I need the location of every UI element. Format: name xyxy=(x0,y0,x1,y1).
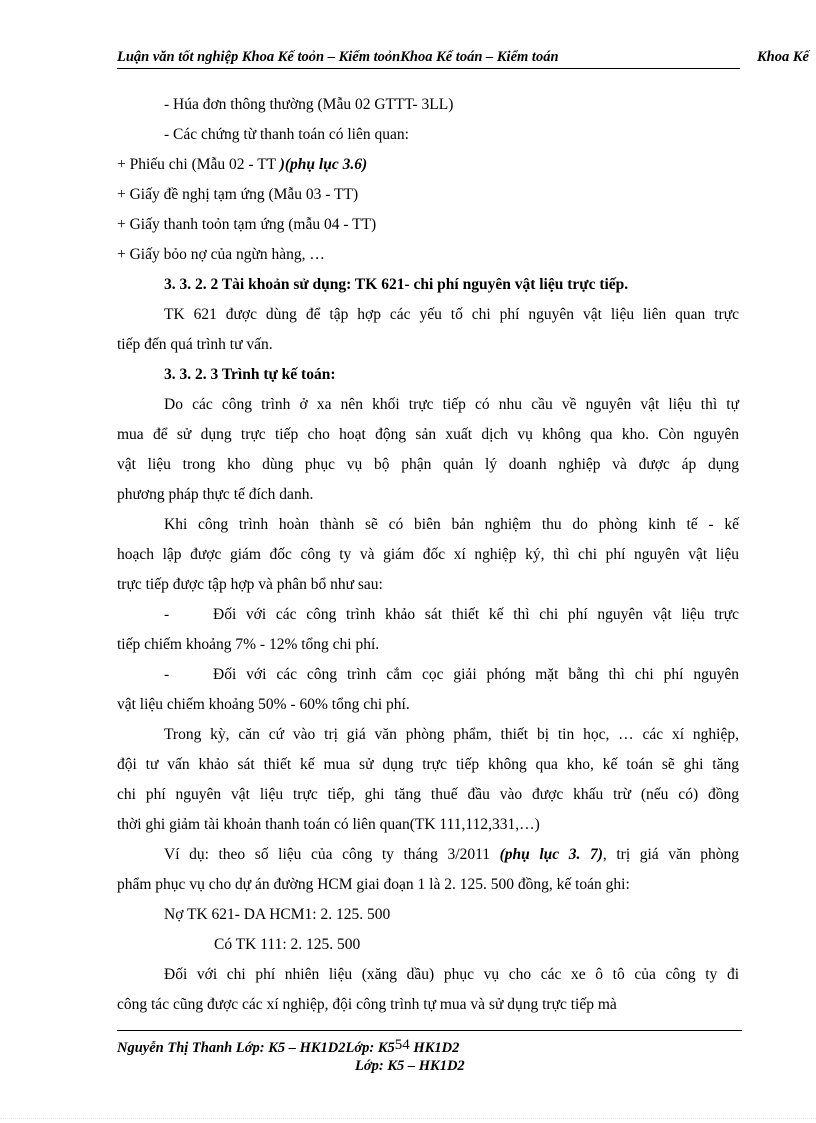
running-header-left: Luận văn tốt nghiệp Khoa Kế toỏn – Kiểm toỏnKhoa Kế toán – Kiểm toán xyxy=(117,49,559,65)
body-line: đội tư vấn khảo sát thiết kế mua sử dụng trực tiếp không qua kho, kế toán sẽ ghi tăng xyxy=(117,756,739,773)
footer-line xyxy=(117,1037,460,1057)
footer-line-2: Lớp: K5 – HK1D2 xyxy=(355,1058,465,1074)
body-text: , trị giá văn phòng xyxy=(602,846,740,863)
body-line: Đối với các công trình cắm cọc giải phóng mặt bằng thì chi phí nguyên xyxy=(213,666,739,683)
section-heading: 3. 3. 2. 3 Trình tự kế toán: xyxy=(164,366,336,383)
body-line: công tác cũng được các xí nghiệp, đội công trình tự mua và sử dụng trực tiếp mà xyxy=(117,996,617,1013)
body-line: mua để sử dụng trực tiếp cho hoạt động sản xuất dịch vụ không qua kho. Còn nguyên xyxy=(117,426,739,443)
body-line: chi phí nguyên vật liệu trực tiếp, ghi tăng thuế đầu vào được khấu trừ (nếu có) đồng xyxy=(117,786,739,803)
body-line: tiếp đến quá trình tư vấn. xyxy=(117,336,273,353)
appendix-reference: )(phụ lục 3.6) xyxy=(279,156,368,173)
footer-rule xyxy=(117,1030,742,1031)
body-line xyxy=(117,846,739,864)
body-text: Ví dụ: theo số liệu của công ty tháng 3/2011 xyxy=(164,846,500,863)
body-line: hoạch lập được giám đốc công ty và giám đốc xí nghiệp ký, thì chi phí nguyên vật liệu xyxy=(117,546,739,563)
body-line: + Giấy bỏo nợ của ngừn hàng, … xyxy=(117,246,325,263)
body-line: TK 621 được dùng để tập hợp các yếu tố chi phí nguyên vật liệu liên quan trực xyxy=(164,306,739,323)
body-line: - Húa đơn thông thường (Mẫu 02 GTTT- 3LL) xyxy=(164,96,454,113)
running-header-right: Khoa Kế xyxy=(757,49,809,65)
section-heading: 3. 3. 2. 2 Tài khoản sử dụng: TK 621- chi phí nguyên vật liệu trực tiếp. xyxy=(164,276,629,293)
journal-entry-credit: Có TK 111: 2. 125. 500 xyxy=(214,936,361,953)
body-line: Đối với các công trình khảo sát thiết kế thì chi phí nguyên vật liệu trực xyxy=(213,606,739,623)
header-rule xyxy=(117,68,740,69)
list-dash: - xyxy=(164,606,170,623)
body-text: + Phiếu chi (Mẫu 02 - TT xyxy=(117,156,280,173)
body-line: Khi công trình hoàn thành sẽ có biên bản nghiệm thu do phòng kinh tế - kế xyxy=(164,516,739,533)
body-line: phương pháp thực tế đích danh. xyxy=(117,486,314,503)
appendix-reference: (phụ lục 3. 7) xyxy=(499,846,603,863)
body-line: Trong kỳ, căn cứ vào trị giá văn phòng phẩm, thiết bị tin học, … các xí nghiệp, xyxy=(164,726,739,743)
footer-class: HK1D2 xyxy=(409,1040,460,1056)
body-line: + Giấy thanh toỏn tạm ứng (mẫu 04 - TT) xyxy=(117,216,377,233)
body-line: tiếp chiếm khoảng 7% - 12% tổng chi phí. xyxy=(117,636,380,653)
body-line: + Giấy đề nghị tạm ứng (Mẫu 03 - TT) xyxy=(117,186,359,203)
body-line xyxy=(117,156,739,174)
body-line: - Các chứng từ thanh toán có liên quan: xyxy=(164,126,409,143)
body-line: Do các công trình ở xa nên khối trực tiếp có nhu cầu về nguyên vật liệu thì tự xyxy=(164,396,739,413)
body-line: thời ghi giảm tài khoản thanh toán có liên quan(TK 111,112,331,…) xyxy=(117,816,540,833)
body-line: trực tiếp được tập hợp và phân bổ như sau: xyxy=(117,576,383,593)
page-number: 54 xyxy=(394,1037,410,1053)
body-line: vật liệu chiếm khoảng 50% - 60% tổng chi phí. xyxy=(117,696,410,713)
body-line: phẩm phục vụ cho dự án đường HCM giai đoạn 1 là 2. 125. 500 đồng, kế toán ghi: xyxy=(117,876,630,893)
page-edge xyxy=(0,1118,816,1119)
body-line: Đối với chi phí nhiên liệu (xăng dầu) phục vụ cho các xe ô tô của công ty đi xyxy=(164,966,739,983)
footer-author: Nguyễn Thị Thanh Lớp: K5 – HK1D2Lớp: K5 xyxy=(117,1040,395,1056)
journal-entry-debit: Nợ TK 621- DA HCM1: 2. 125. 500 xyxy=(164,906,391,923)
body-line: vật liệu trong kho dùng phục vụ bộ phận quản lý doanh nghiệp và được áp dụng xyxy=(117,456,739,473)
list-dash: - xyxy=(164,666,170,683)
